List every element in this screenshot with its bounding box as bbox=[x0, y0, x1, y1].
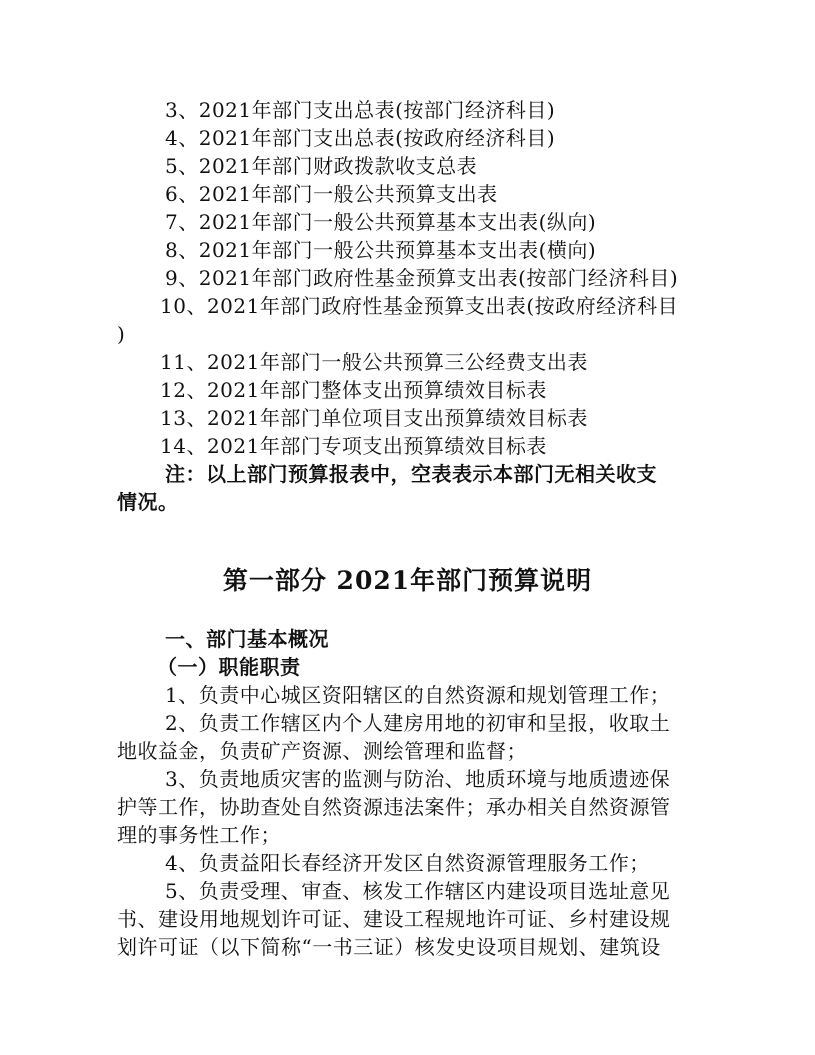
toc-item-continuation: ) bbox=[117, 322, 126, 346]
section-subtitle: （一）职能职责 bbox=[157, 655, 301, 679]
duty-paragraph: 2、负责工作辖区内个人建房用地的初审和呈报，收取土 bbox=[165, 711, 671, 735]
duty-paragraph: 4、负责益阳长春经济开发区自然资源管理服务工作； bbox=[165, 851, 650, 875]
toc-item: 5、2021年部门财政拨款收支总表 bbox=[165, 154, 478, 178]
toc-item: 11、2021年部门一般公共预算三公经费支出表 bbox=[160, 350, 588, 374]
toc-item: 9、2021年部门政府性基金预算支出表(按部门经济科目) bbox=[165, 266, 679, 290]
duty-paragraph-continuation: 划许可证（以下简称“一书三证）核发史设项目规划、建筑设 bbox=[117, 935, 661, 959]
toc-item: 12、2021年部门整体支出预算绩效目标表 bbox=[160, 378, 547, 402]
toc-item: 13、2021年部门单位项目支出预算绩效目标表 bbox=[160, 406, 588, 430]
toc-item: 10、2021年部门政府性基金预算支出表(按政府经济科目 bbox=[160, 294, 679, 318]
duty-paragraph-continuation: 书、建设用地规划许可证、建设工程规地许可证、乡村建设规 bbox=[117, 907, 671, 931]
note-text: 注：以上部门预算报表中，空表表示本部门无相关收支 bbox=[165, 462, 657, 486]
duty-paragraph-continuation: 地收益金，负责矿产资源、测绘管理和监督； bbox=[117, 739, 527, 763]
duty-paragraph: 5、负责受理、审查、核发工作辖区内建设项目选址意见 bbox=[165, 879, 671, 903]
toc-item: 7、2021年部门一般公共预算基本支出表(纵向) bbox=[165, 210, 597, 234]
part-title: 第一部分 2021年部门预算说明 bbox=[222, 566, 593, 595]
duty-paragraph-continuation: 理的事务性工作； bbox=[117, 823, 281, 847]
toc-item: 14、2021年部门专项支出预算绩效目标表 bbox=[160, 434, 547, 458]
section-title: 一、部门基本概况 bbox=[165, 627, 329, 651]
toc-item: 3、2021年部门支出总表(按部门经济科目) bbox=[165, 98, 556, 122]
note-text-continuation: 情况。 bbox=[117, 490, 179, 514]
duty-paragraph: 1、负责中心城区资阳辖区的自然资源和规划管理工作； bbox=[165, 683, 671, 707]
duty-paragraph-continuation: 护等工作，协助查处自然资源违法案件；承办相关自然资源管 bbox=[117, 795, 671, 819]
duty-paragraph: 3、负责地质灾害的监测与防治、地质环境与地质遗迹保 bbox=[165, 767, 671, 791]
toc-item: 8、2021年部门一般公共预算基本支出表(横向) bbox=[165, 238, 597, 262]
toc-item: 4、2021年部门支出总表(按政府经济科目) bbox=[165, 126, 556, 150]
toc-item: 6、2021年部门一般公共预算支出表 bbox=[165, 182, 498, 206]
